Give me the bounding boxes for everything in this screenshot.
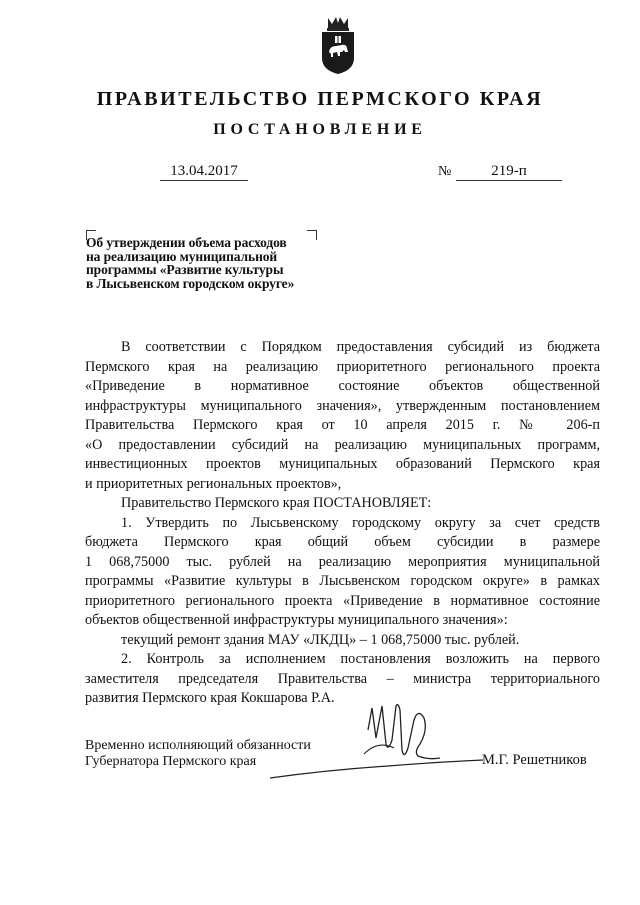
document-date: 13.04.2017 (160, 162, 248, 181)
body-line: приоритетного регионального проекта «Приведение в нормативное состояние (85, 592, 600, 609)
item-1-paragraph (85, 514, 600, 631)
body-line: инфраструктуры муниципального значения», утвержденным постановлением (85, 397, 600, 414)
preamble-paragraph (85, 338, 600, 494)
body-line: Пермского края на реализацию приоритетного регионального проекта (85, 358, 600, 375)
position-line: Временно исполняющий обязанности (85, 738, 311, 753)
subject-line: в Лысьвенском городском округе» (86, 275, 295, 291)
body-line: 2. Контроль за исполнением постановления возложить на первого (121, 651, 600, 667)
number-sign: № (438, 164, 452, 179)
document-body (85, 338, 600, 709)
body-line: «Приведение в нормативное состояние объектов общественной (85, 378, 600, 394)
body-line: бюджета Пермского края общий объем субсидии в размере (85, 534, 600, 550)
body-line: и приоритетных региональных проектов», (85, 475, 342, 492)
perm-krai-coat-of-arms-icon (318, 14, 358, 76)
document-number: 219-п (456, 162, 562, 181)
body-line: 1 068,75000 тыс. рублей на реализацию мероприятия муниципальной (85, 553, 600, 570)
document-type-title: ПОСТАНОВЛЕНИЕ (213, 121, 427, 138)
document-subject (86, 236, 336, 290)
subject-line: программы «Развитие культуры (86, 262, 284, 277)
subject-line: Об утверждении объема расходов (86, 235, 287, 250)
body-line: Правительства Пермского края от 10 апреля 2015 г. № 206-п (85, 417, 600, 433)
body-line: «О предоставлении субсидий на реализацию муниципальных программ, (85, 436, 600, 453)
body-line: инвестиционных проектов муниципальных образований Пермского края (85, 456, 600, 472)
body-line: заместителя председателя Правительства – министра территориального (85, 670, 600, 687)
handwritten-signature-icon (268, 700, 488, 790)
subject-line: на реализацию муниципальной (86, 248, 278, 264)
body-line: программы «Развитие культуры в Лысьвенском городском округе» в рамках (85, 573, 600, 589)
body-line: развития Пермского края Кокшарова Р.А. (85, 690, 335, 706)
body-line: 1. Утвердить по Лысьвенскому городскому округу за счет средств (121, 514, 600, 531)
signatory-name: М.Г. Решетников (482, 752, 587, 768)
body-line: объектов общественной инфраструктуры муниципального значения»: (85, 612, 508, 628)
government-title: ПРАВИТЕЛЬСТВО ПЕРМСКОГО КРАЯ (96, 88, 544, 110)
body-line: В соответствии с Порядком предоставления субсидий из бюджета (121, 339, 600, 355)
decree-line: Правительство Пермского края ПОСТАНОВЛЯЕТ: (121, 495, 432, 511)
position-line: Губернатора Пермского края (85, 754, 257, 769)
item-1-detail: текущий ремонт здания МАУ «ЛКДЦ» – 1 068,75000 тыс. рублей. (121, 631, 520, 648)
